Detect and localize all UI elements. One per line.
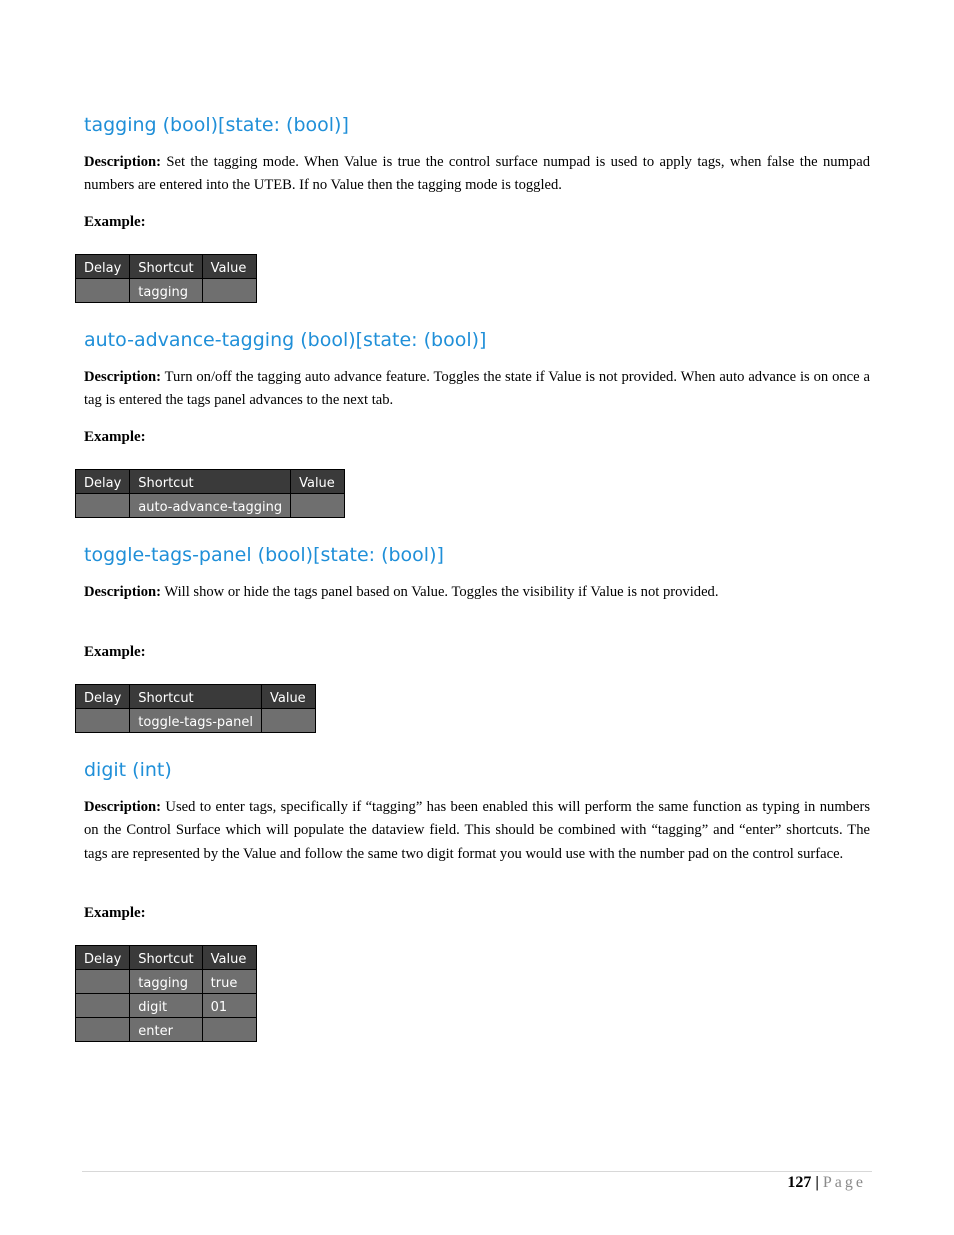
example-table-toggle-tags-panel (75, 684, 316, 733)
header-value: Value (261, 685, 315, 709)
cell-delay (76, 970, 130, 994)
section-heading-digit: digit (int) (84, 759, 172, 781)
cell-value: 01 (202, 994, 256, 1018)
header-delay: Delay (76, 685, 130, 709)
section-heading-auto-advance-tagging: auto-advance-tagging (bool)[state: (bool)] (84, 329, 487, 351)
cell-shortcut: enter (130, 1018, 202, 1042)
cell-shortcut: toggle-tags-panel (130, 709, 262, 733)
description-text: Will show or hide the tags panel based on Value. Toggles the visibility if Value is not provided. (164, 584, 719, 600)
page-label: Page (822, 1174, 866, 1191)
section-heading-tagging: tagging (bool)[state: (bool)] (84, 114, 349, 136)
cell-shortcut: digit (130, 994, 202, 1018)
cell-value (202, 1018, 256, 1042)
cell-shortcut: auto-advance-tagging (130, 494, 291, 518)
description-digit (84, 796, 870, 866)
cell-delay (76, 1018, 130, 1042)
header-shortcut: Shortcut (130, 946, 202, 970)
header-delay: Delay (76, 946, 130, 970)
table-row (76, 1018, 257, 1042)
cell-delay (76, 494, 130, 518)
table-header-row (76, 685, 316, 709)
description-label: Description: (84, 584, 162, 600)
footer-divider (82, 1171, 872, 1172)
cell-delay (76, 994, 130, 1018)
description-tagging (84, 151, 870, 198)
description-label: Description: (84, 799, 162, 815)
cell-value: true (202, 970, 256, 994)
header-shortcut: Shortcut (130, 470, 291, 494)
cell-value (261, 709, 315, 733)
description-auto-advance-tagging (84, 366, 870, 413)
footer-separator: | (815, 1174, 819, 1191)
header-shortcut: Shortcut (130, 255, 202, 279)
description-label: Description: (84, 154, 162, 170)
description-text: Set the tagging mode. When Value is true the control surface numpad is used to apply tags, when false the numpad numbers are entered into the UTEB. If no Value then the tagging mode is toggled. (84, 154, 870, 194)
table-row (76, 279, 257, 303)
example-table-auto-advance-tagging (75, 469, 345, 518)
example-label: Example: (84, 214, 146, 230)
table-header-row (76, 946, 257, 970)
table-header-row (76, 470, 345, 494)
cell-shortcut: tagging (130, 279, 202, 303)
cell-value (202, 279, 256, 303)
section-heading-toggle-tags-panel: toggle-tags-panel (bool)[state: (bool)] (84, 544, 444, 566)
table-row (76, 970, 257, 994)
header-value: Value (202, 946, 256, 970)
header-value: Value (202, 255, 256, 279)
example-table-tagging (75, 254, 257, 303)
header-value: Value (291, 470, 345, 494)
table-row (76, 494, 345, 518)
cell-shortcut: tagging (130, 970, 202, 994)
header-delay: Delay (76, 255, 130, 279)
example-label: Example: (84, 644, 146, 660)
table-row (76, 994, 257, 1018)
example-label: Example: (84, 905, 146, 921)
header-delay: Delay (76, 470, 130, 494)
description-text: Turn on/off the tagging auto advance feature. Toggles the state if Value is not provided. When auto advance is on once a tag is entered the tags panel advances to the next tab. (84, 369, 870, 409)
example-label: Example: (84, 429, 146, 445)
example-table-digit (75, 945, 257, 1042)
header-shortcut: Shortcut (130, 685, 262, 709)
cell-delay (76, 709, 130, 733)
table-row (76, 709, 316, 733)
page-footer (787, 1174, 866, 1192)
description-toggle-tags-panel (84, 581, 870, 604)
page-number: 127 (787, 1174, 812, 1191)
table-header-row (76, 255, 257, 279)
cell-delay (76, 279, 130, 303)
description-label: Description: (84, 369, 162, 385)
cell-value (291, 494, 345, 518)
description-text: Used to enter tags, specifically if “tagging” has been enabled this will perform the same function as typing in numbers on the Control Surface which will populate the dataview field. This should be combined with “tagging” and “enter” shortcuts. The tags are represented by the Value and follow the same two digit format you would use with the number pad on the control surface. (84, 799, 870, 862)
